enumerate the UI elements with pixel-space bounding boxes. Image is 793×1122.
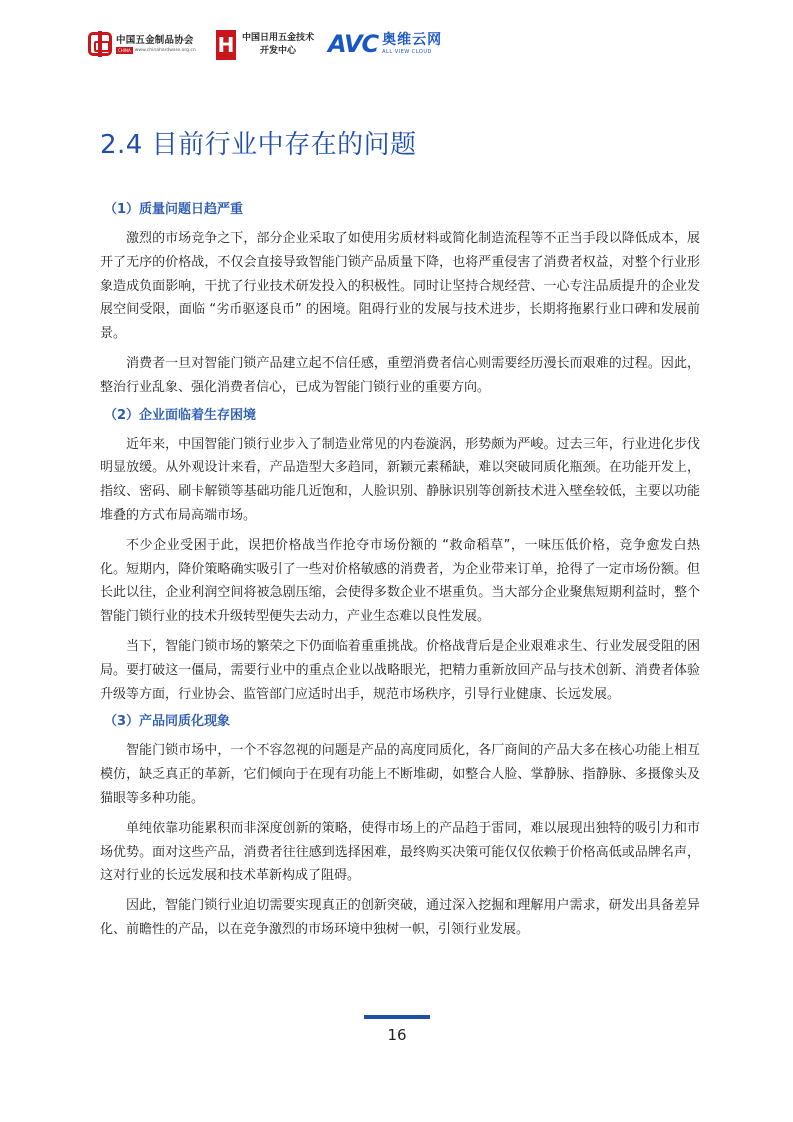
rd-center-name-line1: 中国日用五金技术 xyxy=(242,33,315,43)
subheading-survival: （2）企业面临着生存困境 xyxy=(104,407,257,423)
paragraph: 消费者一旦对智能门锁产品建立起不信任感，重塑消费者信心则需要经历漫长而艰难的过程。因此，整治行业乱象、强化消费者信心，已成为智能门锁行业的重要方向。 xyxy=(100,355,700,395)
cahi-name: 中国五金制品协会 xyxy=(116,34,194,46)
paragraph: 不少企业受困于此，误把价格战当作抢夺市场份额的 “救命稻草”，一味压低价格，竞争愈发白热化。短期内，降价策略确实吸引了一些对价格敏感的消费者，为企业带来订单，抢得了一定市场份额。但长此以往，企业利润空间将被急剧压缩，会使得多数企业不堪重负。当大部分企业聚焦短期利益时，整个智能门锁行业的技术升级转型便失去动力，产业生态难以良性发展。 xyxy=(100,537,700,625)
cahi-website: www.chinahardware.org.cn xyxy=(134,47,196,53)
footer-divider xyxy=(364,1015,430,1019)
paragraph: 当下，智能门锁市场的繁荣之下仍面临着重重挑战。价格战背后是企业艰难求生、行业发展受阻的困局。要打破这一僵局，需要行业中的重点企业以战略眼光，把精力重新放回产品与技术创新、消费者体验升级等方面，行业协会、监管部门应适时出手，规范市场秩序，引导行业健康、长远发展。 xyxy=(100,638,700,702)
cahi-emblem-icon xyxy=(88,32,112,56)
page-content xyxy=(100,198,700,946)
paragraph: 近年来，中国智能门锁行业步入了制造业常见的内卷漩涡，形势颇为严峻。过去三年，行业进化步伐明显放缓。从外观设计来看，产品造型大多趋同，新颖元素稀缺，难以突破同质化瓶颈。在功能开发上，指纹、密码、刷卡解锁等基础功能几近饱和，人脸识别、静脉识别等创新技术进入壁垒较低，主要以功能堆叠的方式布局高端市场。 xyxy=(100,436,700,523)
avc-name-en: ALL VIEW CLOUD xyxy=(382,49,432,55)
section-title: 2.4 目前行业中存在的问题 xyxy=(100,130,417,160)
cahi-logo xyxy=(88,32,196,56)
subheading-homogenization: （3）产品同质化现象 xyxy=(104,714,231,730)
page-number: 16 xyxy=(387,1026,407,1044)
paragraph: 激烈的市场竞争之下，部分企业采取了如使用劣质材料或简化制造流程等不正当手段以降低成本，展开了无序的价格战，不仅会直接导致智能门锁产品质量下降，也将严重侵害了消费者权益，对整个行业形象造成负面影响，干扰了行业技术研发投入的积极性。同时让坚持合规经营、一心专注品质提升的企业发展空间受限，面临 “劣币驱逐良币” 的困境。阻碍行业的发展与技术进步，长期将拖累行业口碑和发展前景。 xyxy=(100,231,700,342)
subheading-quality: （1）质量问题日趋严重 xyxy=(104,202,244,217)
paragraph: 因此，智能门锁行业迫切需要实现真正的创新突破，通过深入挖掘和理解用户需求，研发出具备差异化、前瞻性的产品，以在竞争激烈的市场环境中独树一帜，引领行业发展。 xyxy=(100,898,700,937)
paragraph: 智能门锁市场中，一个不容忽视的问题是产品的高度同质化，各厂商间的产品大多在核心功能上相互模仿，缺乏真正的革新，它们倾向于在现有功能上不断堆砌，如整合人脸、掌静脉、指静脉、多摄像头及猫眼等多种功能。 xyxy=(100,743,700,806)
paragraph: 单纯依靠功能累积而非深度创新的策略，使得市场上的产品趋于雷同，难以展现出独特的吸引力和市场优势。面对这些产品，消费者往往感到选择困难，最终购买决策可能仅仅依赖于价格高低或品牌名声，这对行业的长远发展和技术革新构成了阻碍。 xyxy=(100,820,700,884)
avc-name-cn: 奥维云网 xyxy=(382,32,443,48)
rd-center-logo xyxy=(216,30,314,60)
avc-emblem-icon: AVC xyxy=(328,30,379,58)
cahi-tag: CHINA xyxy=(118,47,131,53)
rd-center-name-line2: 开发中心 xyxy=(260,46,297,56)
avc-logo xyxy=(328,30,442,58)
page-header xyxy=(88,28,488,68)
rd-center-emblem-icon: H xyxy=(216,30,236,60)
